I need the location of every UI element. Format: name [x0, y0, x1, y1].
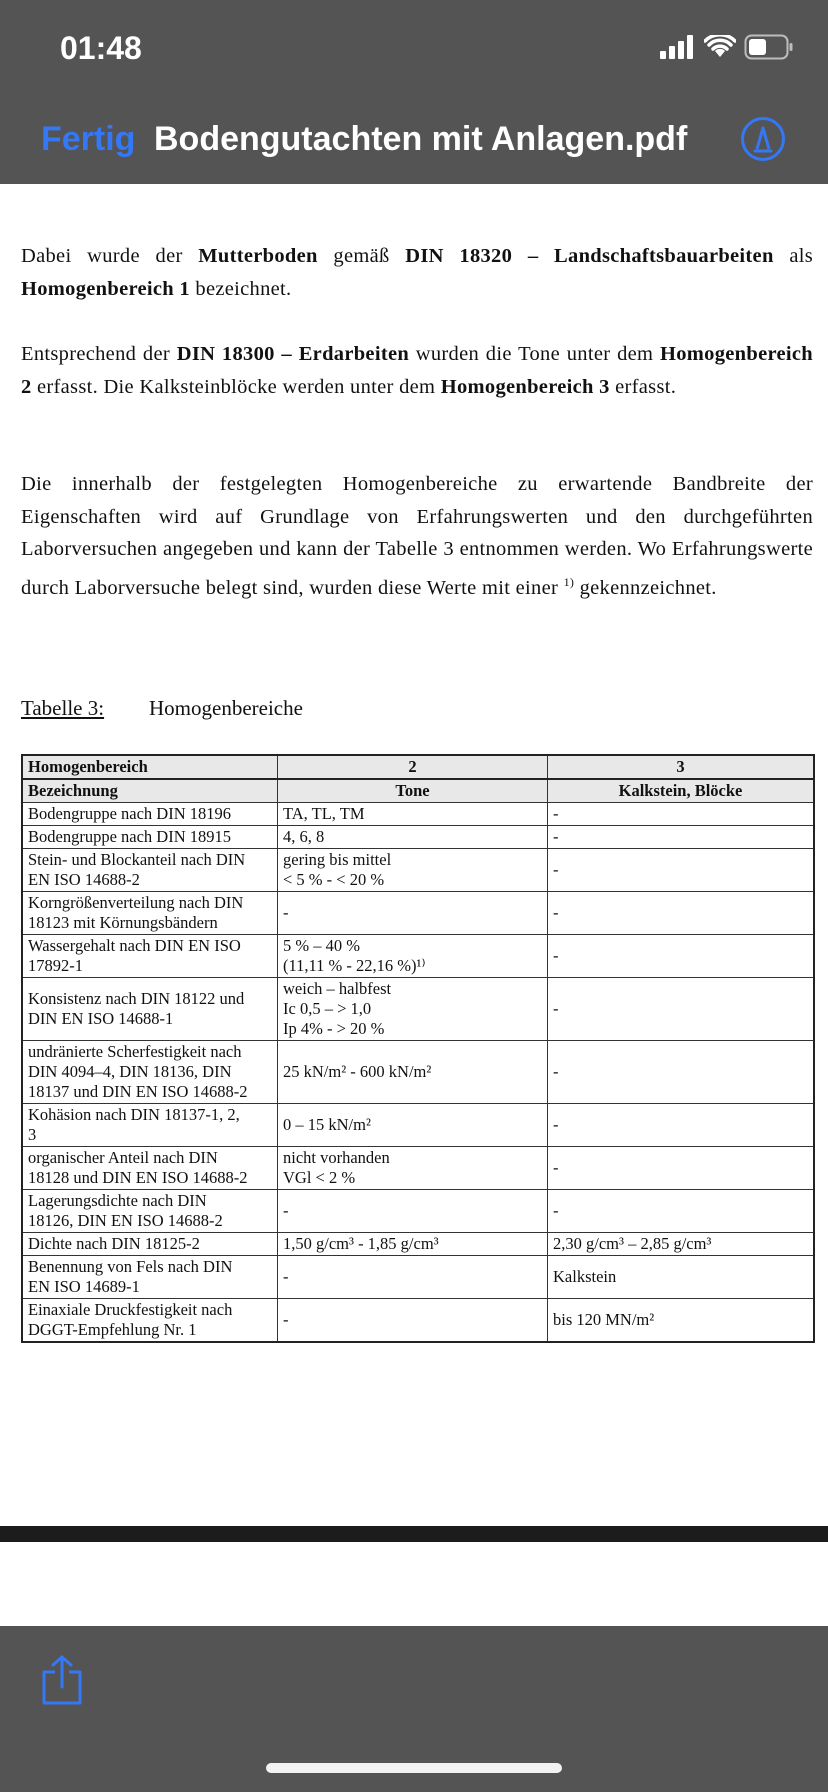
table-cell — [278, 892, 548, 935]
table-cell — [22, 1041, 278, 1104]
table-cell — [548, 1041, 815, 1104]
table-caption — [21, 696, 303, 721]
table-cell-line: Konsistenz nach DIN 18122 und — [28, 989, 245, 1008]
table-cell-line: Wassergehalt nach DIN EN ISO — [28, 936, 241, 955]
table-cell-line: 3 — [28, 1125, 37, 1144]
home-indicator[interactable] — [266, 1763, 562, 1773]
table-cell — [548, 826, 815, 849]
table-cell-line: 2,30 g/cm³ – 2,85 g/cm³ — [553, 1234, 712, 1253]
homogenbereiche-table — [21, 754, 815, 1343]
table-row — [22, 978, 814, 1041]
table-header-row — [22, 755, 814, 779]
table-cell-line: Benennung von Fels nach DIN — [28, 1257, 233, 1276]
table-cell-line: 18126, DIN EN ISO 14688-2 — [28, 1211, 223, 1230]
table-cell — [278, 1190, 548, 1233]
table-cell — [548, 978, 815, 1041]
table-cell-line: 18123 mit Körnungsbändern — [28, 913, 218, 932]
table-cell — [278, 826, 548, 849]
table-cell — [278, 1299, 548, 1343]
top-bar — [0, 0, 828, 184]
table-cell — [548, 1104, 815, 1147]
document-title: Bodengutachten mit Anlagen.pdf — [154, 120, 688, 158]
table-row — [22, 1299, 814, 1343]
table-cell — [22, 935, 278, 978]
table-cell — [548, 803, 815, 826]
table-cell-line: gering bis mittel — [283, 850, 392, 869]
table-header-cell: Homogenbereich — [22, 755, 278, 779]
table-cell — [548, 1147, 815, 1190]
table-cell-line: VGl < 2 % — [283, 1168, 356, 1187]
table-cell — [278, 1041, 548, 1104]
table-cell — [22, 826, 278, 849]
markup-pen-icon[interactable] — [740, 116, 786, 162]
table-row — [22, 803, 814, 826]
table-cell-line: Ic 0,5 – > 1,0 — [283, 999, 372, 1018]
table-caption-label: Tabelle 3: — [21, 696, 105, 720]
wifi-icon — [704, 35, 736, 59]
table-caption-title: Homogenbereiche — [149, 696, 303, 720]
table-cell — [278, 978, 548, 1041]
cellular-signal-icon — [660, 35, 696, 59]
table-cell — [548, 935, 815, 978]
table-cell — [22, 1233, 278, 1256]
table-cell-line: - — [553, 860, 559, 879]
table-cell — [548, 1256, 815, 1299]
table-header-row — [22, 779, 814, 803]
table-cell-line: Lagerungsdichte nach DIN — [28, 1191, 207, 1210]
table-cell-line: - — [553, 1201, 559, 1220]
table-cell — [22, 1299, 278, 1343]
table-cell — [278, 849, 548, 892]
table-cell-line: - — [553, 1115, 559, 1134]
table-header-cell: Bezeichnung — [22, 779, 278, 803]
table-cell — [22, 1190, 278, 1233]
table-cell-line: Kohäsion nach DIN 18137-1, 2, — [28, 1105, 240, 1124]
table-cell-line: - — [553, 903, 559, 922]
table-cell-line: - — [553, 804, 559, 823]
table-cell-line: Einaxiale Druckfestigkeit nach — [28, 1300, 233, 1319]
table-cell-line: < 5 % - < 20 % — [283, 870, 385, 889]
table-header-cell: Kalkstein, Blöcke — [548, 779, 815, 803]
status-time: 01:48 — [60, 30, 142, 66]
table-cell-line: 0 – 15 kN/m² — [283, 1115, 371, 1134]
table-cell — [278, 803, 548, 826]
table-cell — [278, 1233, 548, 1256]
table-cell-line: - — [553, 827, 559, 846]
table-cell — [22, 1256, 278, 1299]
table-cell-line: 18137 und DIN EN ISO 14688-2 — [28, 1082, 248, 1101]
table-cell — [22, 1147, 278, 1190]
table-cell — [22, 849, 278, 892]
table-cell — [278, 1256, 548, 1299]
battery-icon — [744, 34, 794, 60]
table-cell-line: weich – halbfest — [283, 979, 392, 998]
table-cell — [22, 803, 278, 826]
table-cell-line: - — [553, 1062, 559, 1081]
table-cell-line: 5 % – 40 % — [283, 936, 360, 955]
table-header-cell: Tone — [278, 779, 548, 803]
table-row — [22, 1233, 814, 1256]
table-cell — [548, 1299, 815, 1343]
table-cell-line: - — [283, 1267, 289, 1286]
next-pdf-page[interactable] — [0, 1542, 828, 1626]
table-header-cell: 3 — [548, 755, 815, 779]
table-cell-line: Stein- und Blockanteil nach DIN — [28, 850, 246, 869]
table-cell-line: undränierte Scherfestigkeit nach — [28, 1042, 242, 1061]
table-header-cell: 2 — [278, 755, 548, 779]
done-button[interactable]: Fertig — [41, 120, 136, 158]
table-row — [22, 1147, 814, 1190]
table-cell-line: - — [283, 1201, 289, 1220]
table-cell-line: 1,50 g/cm³ - 1,85 g/cm³ — [283, 1234, 439, 1253]
table-cell-line: - — [553, 946, 559, 965]
table-cell-line: Ip 4% - > 20 % — [283, 1019, 385, 1038]
table-row — [22, 1041, 814, 1104]
table-cell-line: organischer Anteil nach DIN — [28, 1148, 218, 1167]
table-cell-line: bis 120 MN/m² — [553, 1310, 655, 1329]
table-cell-line: 25 kN/m² - 600 kN/m² — [283, 1062, 432, 1081]
table-cell — [22, 1104, 278, 1147]
table-cell — [548, 892, 815, 935]
share-icon[interactable] — [40, 1654, 84, 1706]
table-cell-line: - — [283, 1310, 289, 1329]
table-cell — [22, 978, 278, 1041]
table-row — [22, 1190, 814, 1233]
table-row — [22, 1256, 814, 1299]
table-cell-line: Dichte nach DIN 18125-2 — [28, 1234, 200, 1253]
page-separator — [0, 1526, 828, 1542]
table-cell-line: Kalkstein — [553, 1267, 617, 1286]
table-cell-line: TA, TL, TM — [283, 804, 365, 823]
table-cell-line: DIN 4094–4, DIN 18136, DIN — [28, 1062, 232, 1081]
table-cell-line: Bodengruppe nach DIN 18915 — [28, 827, 231, 846]
table-row — [22, 892, 814, 935]
paragraph-2: Entsprechend der DIN 18300 – Erdarbeiten wurden die Tone unter dem Homogenbereich 2 erfasst. Die Kalksteinblöcke werden unter dem Homogenbereich 3 erfasst. — [21, 343, 813, 398]
table-cell-line: Korngrößenverteilung nach DIN — [28, 893, 244, 912]
table-row — [22, 849, 814, 892]
table-cell-line: - — [283, 903, 289, 922]
table-cell-line: 17892-1 — [28, 956, 83, 975]
table-cell — [548, 1190, 815, 1233]
table-cell — [22, 892, 278, 935]
table-cell-line: 18128 und DIN EN ISO 14688-2 — [28, 1168, 248, 1187]
table-cell-line: 4, 6, 8 — [283, 827, 325, 846]
table-row — [22, 1104, 814, 1147]
table-cell-line: EN ISO 14689-1 — [28, 1277, 140, 1296]
table-cell-line: EN ISO 14688-2 — [28, 870, 140, 889]
status-icons — [660, 34, 794, 60]
pdf-page[interactable] — [0, 184, 828, 1526]
table-row — [22, 826, 814, 849]
table-cell-line: Bodengruppe nach DIN 18196 — [28, 804, 231, 823]
table-cell-line: (11,11 % - 22,16 %)¹⁾ — [283, 956, 426, 975]
paragraph-1: Dabei wurde der Mutterboden gemäß DIN 18320 – Landschaftsbauarbeiten als Homogenbereich 1 bezeichnet. — [21, 245, 814, 300]
table-cell — [278, 1147, 548, 1190]
table-cell-line: DGGT-Empfehlung Nr. 1 — [28, 1320, 197, 1339]
table-cell — [278, 1104, 548, 1147]
table-cell-line: - — [553, 999, 559, 1018]
table-cell — [278, 935, 548, 978]
paragraph-3: Die innerhalb der festgelegten Homogenbereiche zu erwartende Bandbreite der Eigenschaften wird auf Grundlage von Erfahrungswerten und den durchgeführten Laborversuchen angegeben und kann der Tabelle 3 entnommen werden. Wo Erfahrungswerte durch Laborversuche belegt sind, wurden diese Werte mit einer $^{1)}$ gekennzeichnet. — [21, 473, 813, 599]
table-cell — [548, 1233, 815, 1256]
table-row — [22, 935, 814, 978]
table-cell-line: - — [553, 1158, 559, 1177]
table-cell-line: nicht vorhanden — [283, 1148, 390, 1167]
table-cell-line: DIN EN ISO 14688-1 — [28, 1009, 174, 1028]
table-cell — [548, 849, 815, 892]
